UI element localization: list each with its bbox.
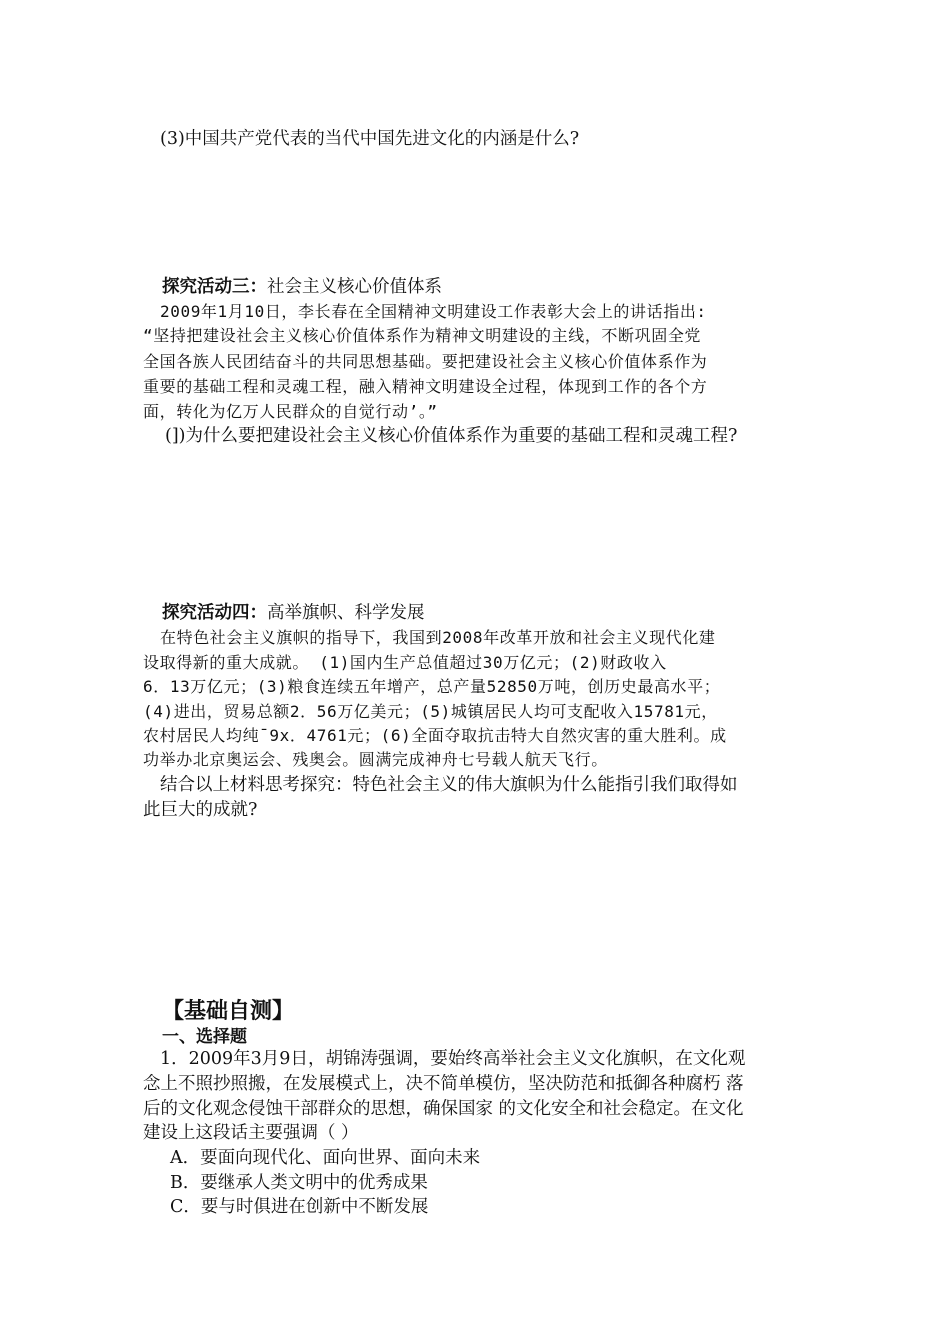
section-heading: 一、选择题: [162, 1027, 247, 1047]
activity3-line-1: 2009年1月10日，李长春在全国精神文明建设工作表彰大会上的讲话指出:: [160, 302, 707, 321]
activity3-heading: [162, 273, 442, 298]
activity4-label: 探究活动四：: [162, 603, 267, 623]
activity4-line-3: 6．13万亿元；(3)粮食连续五年增产，总产量52850万吨，创历史最高水平；: [143, 677, 721, 696]
activity3-line-4: 重要的基础工程和灵魂工程，融入精神文明建设全过程，体现到工作的各个方: [143, 377, 708, 396]
q1-line-4: 建设上这段话主要强调（ ）: [143, 1123, 359, 1143]
option-c: C．要与时俱进在创新中不断发展: [170, 1197, 429, 1217]
activity4-line-4: (4)进出，贸易总额2．56万亿美元；(5)城镇居民人均可支配收入15781元，: [143, 702, 718, 721]
q1-line-1: 1．2009年3月9日，胡锦涛强调，要始终高举社会主义文化旗帜，在文化观: [160, 1049, 746, 1069]
question-3: (3)中国共产党代表的当代中国先进文化的内涵是什么?: [160, 129, 580, 149]
activity3-question: (])为什么要把建设社会主义核心价值体系作为重要的基础工程和灵魂工程?: [165, 426, 738, 446]
activity3-line-2: “坚持把建设社会主义核心价值体系作为精神文明建设的主线，不断巩固全党: [143, 326, 702, 345]
activity3-line-5: 面，转化为亿万人民群众的自觉行动’。”: [143, 402, 438, 421]
option-b: B．要继承人类文明中的优秀成果: [170, 1173, 428, 1193]
self-test-heading: 【基础自测】: [162, 999, 295, 1024]
activity4-question-line-2: 此巨大的成就?: [143, 800, 258, 820]
activity3-line-3: 全国各族人民团结奋斗的共同思想基础。要把建设社会主义核心价值体系作为: [143, 352, 708, 371]
activity3-topic: 社会主义核心价值体系: [267, 277, 442, 297]
activity4-heading: [162, 599, 425, 624]
activity3-label: 探究活动三：: [162, 277, 267, 297]
q1-line-2: 念上不照抄照搬，在发展模式上，决不简单模仿，坚决防范和抵御各种腐朽 落: [143, 1074, 744, 1094]
option-a: A．要面向现代化、面向世界、面向未来: [170, 1148, 481, 1168]
activity4-line-6: 功举办北京奥运会、残奥会。圆满完成神舟七号载人航天飞行。: [143, 750, 608, 769]
activity4-line-5: 农村居民人均纯¯9x．4761元；(6)全面夺取抗击特大自然灾害的重大胜利。成: [143, 726, 727, 745]
activity4-question-line-1: 结合以上材料思考探究：特色社会主义的伟大旗帜为什么能指引我们取得如: [160, 775, 738, 795]
q1-line-3: 后的文化观念侵蚀干部群众的思想，确保国家 的文化安全和社会稳定。在文化: [143, 1099, 744, 1119]
activity4-line-1: 在特色社会主义旗帜的指导下，我国到2008年改革开放和社会主义现代化建: [160, 628, 716, 647]
activity4-topic: 高举旗帜、科学发展: [267, 603, 425, 623]
activity4-line-2: 设取得新的重大成就。 (1)国内生产总值超过30万亿元；(2)财政收入: [143, 653, 667, 672]
